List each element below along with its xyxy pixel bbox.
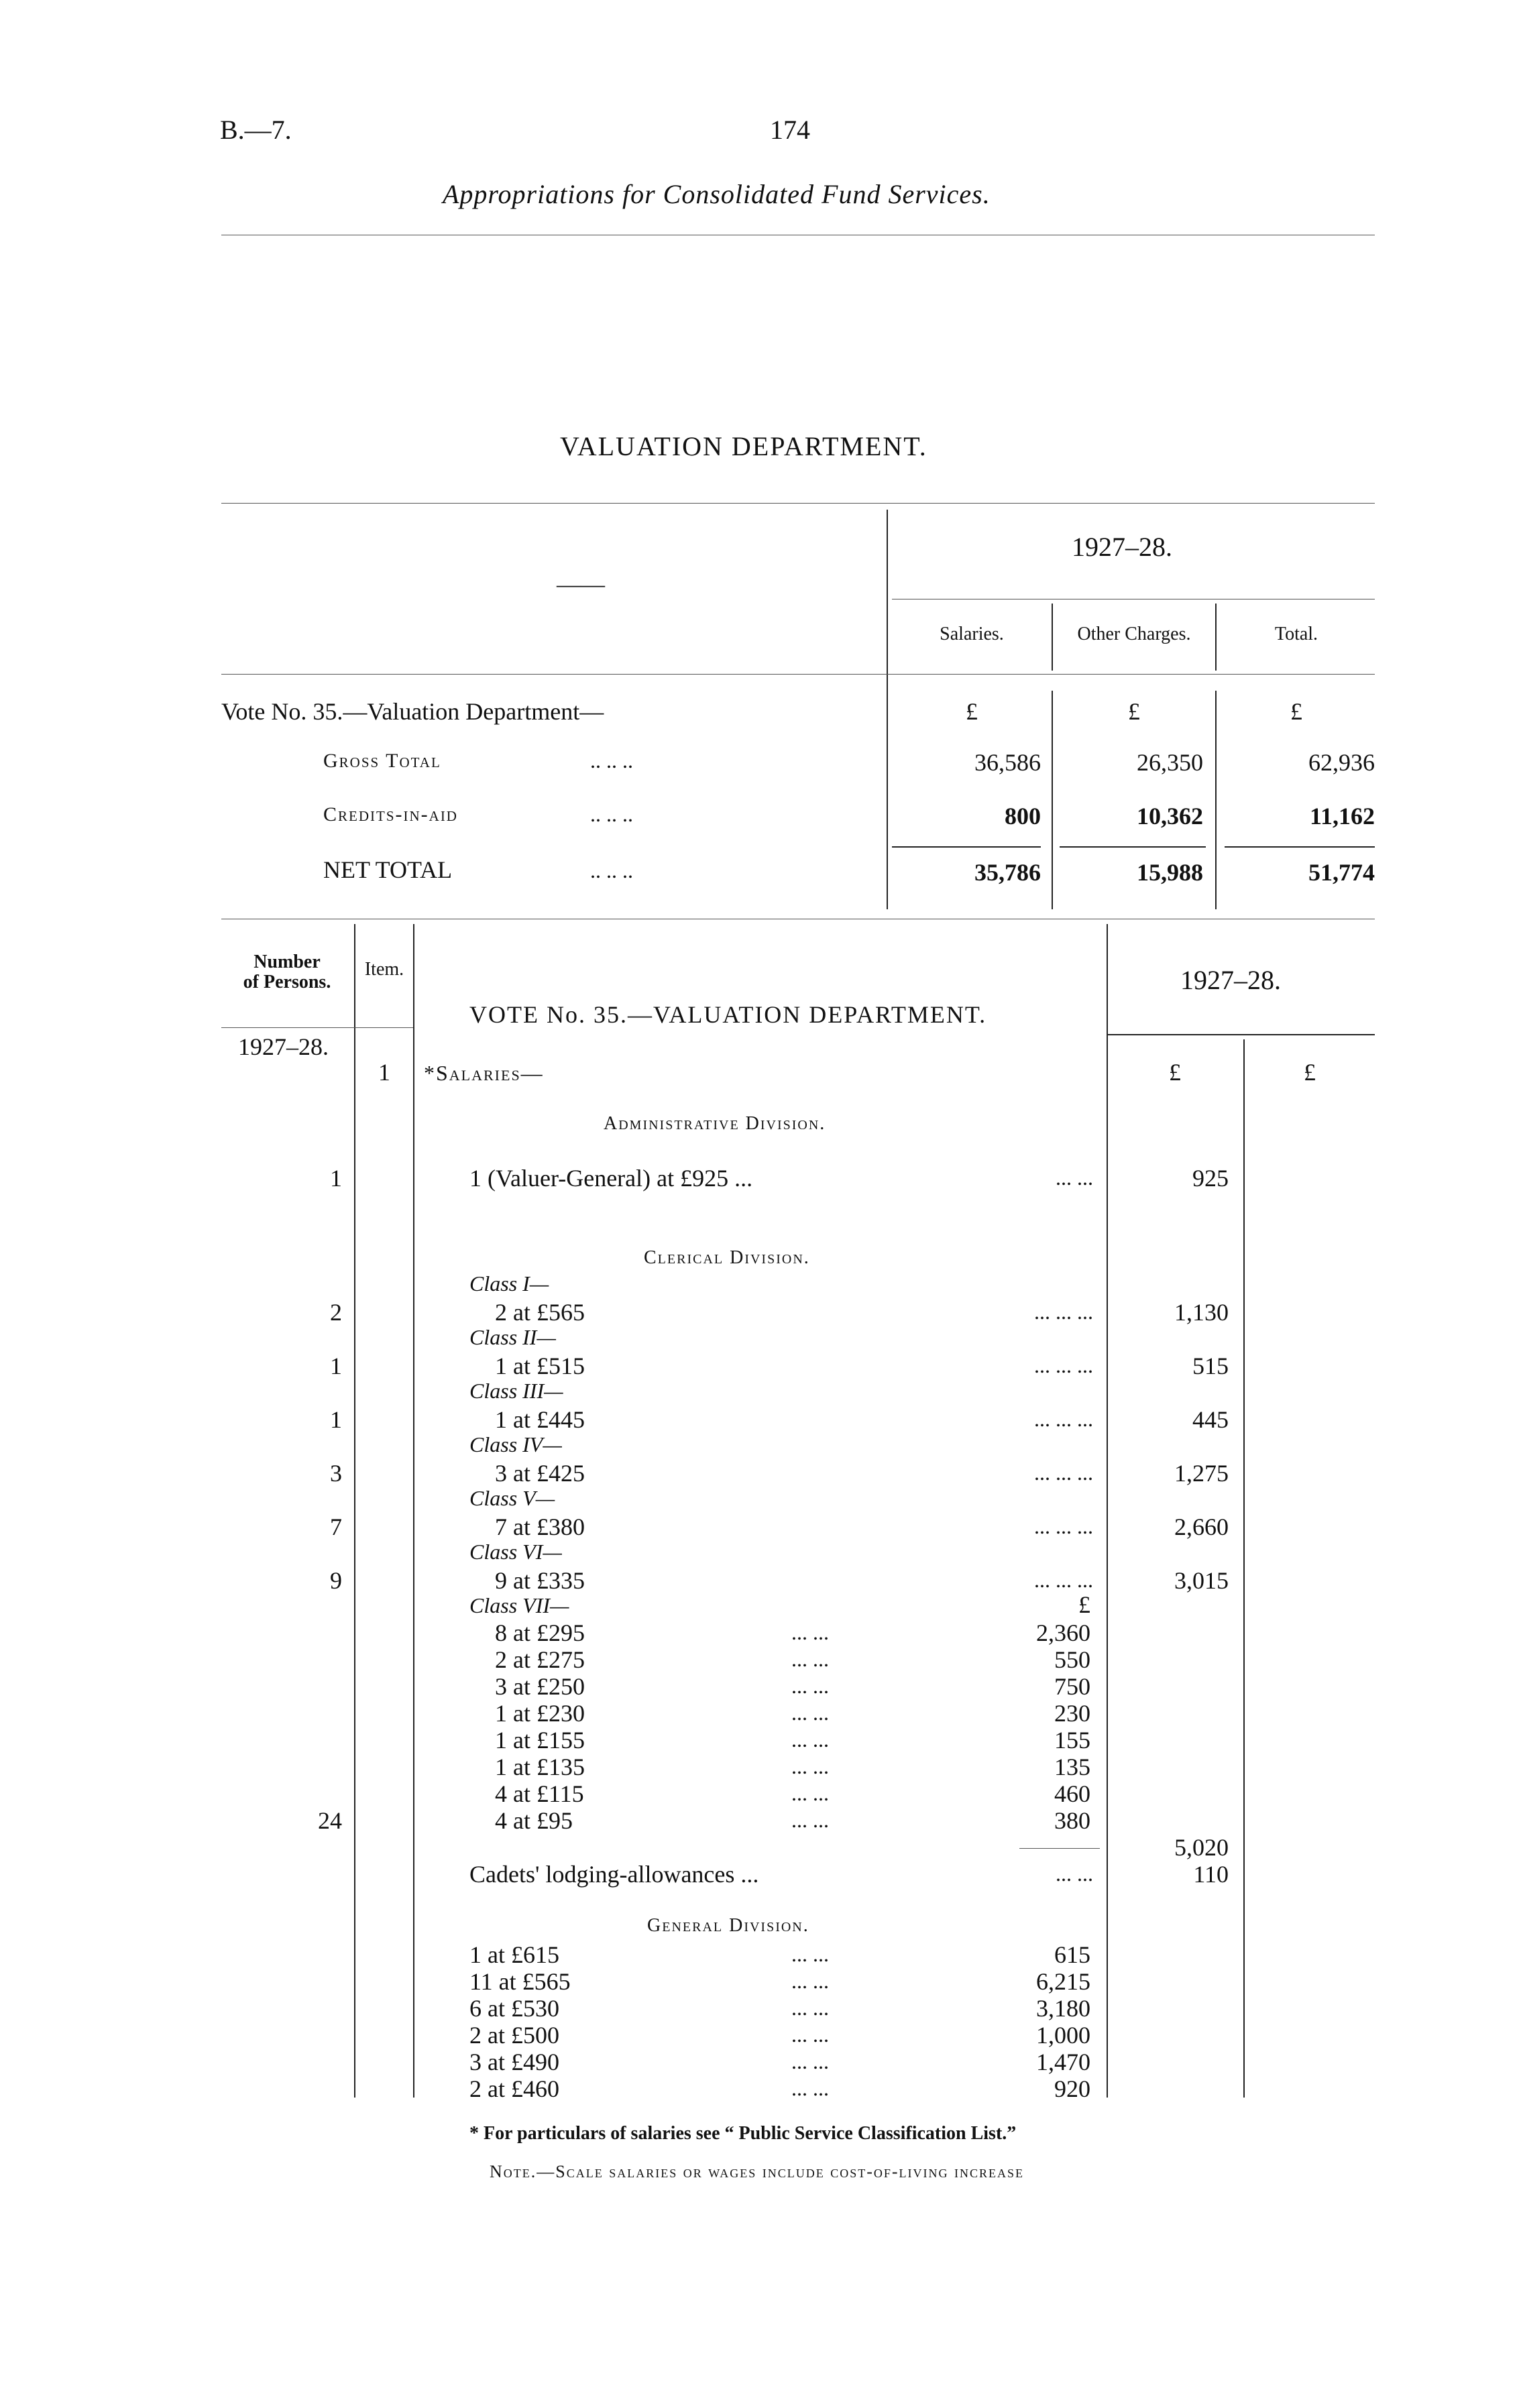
gross-salaries: 36,586 <box>974 749 1041 776</box>
class-label: Class II— <box>469 1325 556 1349</box>
class7-sub: 380 <box>1054 1807 1090 1834</box>
gross-other: 26,350 <box>1137 749 1203 776</box>
class7-persons: 24 <box>318 1807 342 1834</box>
leader-dots: .. .. .. <box>590 858 633 882</box>
class7-desc: 8 at £295 <box>495 1619 585 1646</box>
class-amount: 445 <box>1192 1406 1229 1433</box>
admin-dots: ... ... <box>1056 1165 1093 1190</box>
class7-total: 5,020 <box>1174 1834 1229 1861</box>
salaries-label: *Salaries— <box>424 1061 544 1085</box>
general-desc: 3 at £490 <box>469 2049 559 2075</box>
col-persons-line2: of Persons. <box>243 972 331 992</box>
class7-sub: 460 <box>1054 1780 1090 1807</box>
leader-dots: .. .. .. <box>590 802 633 826</box>
gross-total: 62,936 <box>1308 749 1375 776</box>
row-label-credits: Credits-in-aid <box>323 803 458 825</box>
class-persons: 1 <box>330 1406 342 1433</box>
general-sub: 1,000 <box>1036 2022 1090 2049</box>
pound-total: £ <box>1290 698 1302 725</box>
class7-sub: 230 <box>1054 1700 1090 1727</box>
leader-dots: ... ... ... <box>1034 1353 1093 1377</box>
persons-head-rule <box>221 1027 355 1028</box>
class-amount: 1,275 <box>1174 1460 1229 1487</box>
class-label: Class IV— <box>469 1432 562 1456</box>
leader-dots: ... ... <box>791 1727 829 1752</box>
leader-dots: ... ... <box>791 1754 829 1778</box>
leader-dots: ... ... ... <box>1034 1407 1093 1431</box>
class7-desc: 2 at £275 <box>495 1646 585 1673</box>
summary-top-rule <box>221 503 1375 504</box>
detail-year: 1927–28. <box>1180 965 1281 995</box>
persons-year: 1927–28. <box>238 1033 329 1060</box>
leader-dots: ... ... <box>791 2022 829 2047</box>
cadets-label: Cadets' lodging-allowances ... <box>469 1861 759 1888</box>
leader-dots: ... ... <box>791 1942 829 1966</box>
leader-dots: ... ... <box>791 1969 829 1993</box>
pound-other: £ <box>1128 698 1140 725</box>
pound-salaries: £ <box>966 698 978 725</box>
item-head-rule <box>355 1027 413 1028</box>
class7-desc: 3 at £250 <box>495 1673 585 1700</box>
general-sub: 6,215 <box>1036 1968 1090 1995</box>
footnote-note: Note.—Scale salaries or wages include cost-of-living increase <box>490 2162 1025 2181</box>
class-persons: 7 <box>330 1513 342 1540</box>
class-amount: 2,660 <box>1174 1513 1229 1540</box>
leader-dots: ... ... <box>791 1996 829 2020</box>
leader-dots: ... ... ... <box>1034 1514 1093 1538</box>
summary-year: 1927–28. <box>1072 532 1172 562</box>
class7-desc: 4 at £95 <box>495 1807 573 1834</box>
col-salaries: Salaries. <box>940 624 1004 644</box>
net-other: 15,988 <box>1137 859 1203 886</box>
general-desc: 11 at £565 <box>469 1968 571 1995</box>
class-amount: 1,130 <box>1174 1299 1229 1326</box>
leader-dots: ... ... ... <box>1034 1460 1093 1485</box>
clerical-heading: Clerical Division. <box>644 1247 810 1268</box>
class-desc: 3 at £425 <box>495 1460 585 1487</box>
class7-pound: £ <box>1078 1591 1090 1618</box>
footnote-star: * For particulars of salaries see “ Public Service Classification List.” <box>469 2123 1017 2144</box>
class7-sub: 155 <box>1054 1727 1090 1754</box>
leader-dots: ... ... <box>791 1808 829 1832</box>
general-sub: 1,470 <box>1036 2049 1090 2075</box>
admin-persons: 1 <box>330 1165 342 1192</box>
row-label-gross: Gross Total <box>323 750 441 772</box>
class-desc: 2 at £565 <box>495 1299 585 1326</box>
class-desc: 7 at £380 <box>495 1513 585 1540</box>
class-desc: 9 at £335 <box>495 1567 585 1594</box>
class7-label: Class VII— <box>469 1593 569 1617</box>
document-ref: B.—7. <box>220 115 292 145</box>
credits-other: 10,362 <box>1137 803 1203 829</box>
class7-desc: 1 at £155 <box>495 1727 585 1754</box>
class7-sub: 135 <box>1054 1754 1090 1780</box>
summary-col-divider-4 <box>1215 691 1217 909</box>
summary-col-divider-1 <box>1052 604 1053 671</box>
vote-title: VOTE No. 35.—VALUATION DEPARTMENT. <box>469 1001 987 1028</box>
class7-desc: 4 at £115 <box>495 1780 584 1807</box>
class-persons: 9 <box>330 1567 342 1594</box>
detail-divider-persons <box>354 924 355 2098</box>
leader-dots: ... ... <box>791 1674 829 1698</box>
general-desc: 6 at £530 <box>469 1995 559 2022</box>
leader-dots: ... ... ... <box>1034 1568 1093 1592</box>
col-number-of-persons <box>221 952 353 992</box>
leader-dots: .. .. .. <box>590 748 633 772</box>
class-label: Class I— <box>469 1271 549 1296</box>
year-head-rule <box>1108 1034 1375 1035</box>
pound-col1: £ <box>1169 1059 1181 1086</box>
running-title: Appropriations for Consolidated Fund Services. <box>443 179 991 209</box>
summary-dash: —— <box>557 571 605 597</box>
class-persons: 1 <box>330 1353 342 1379</box>
leader-dots: ... ... <box>791 2049 829 2073</box>
class-label: Class V— <box>469 1486 555 1510</box>
general-sub: 3,180 <box>1036 1995 1090 2022</box>
leader-dots: ... ... ... <box>1034 1300 1093 1324</box>
vote-label: Vote No. 35.—Valuation Department— <box>221 698 604 725</box>
general-heading: General Division. <box>647 1915 809 1936</box>
credits-salaries: 800 <box>1005 803 1041 829</box>
class-persons: 2 <box>330 1299 342 1326</box>
class-amount: 3,015 <box>1174 1567 1229 1594</box>
admin-amount: 925 <box>1192 1165 1229 1192</box>
department-title: VALUATION DEPARTMENT. <box>560 431 927 461</box>
page-number: 174 <box>770 115 810 145</box>
admin-heading: Administrative Division. <box>604 1113 826 1134</box>
summary-col-divider-3 <box>1052 691 1053 909</box>
net-rule-other <box>1060 846 1206 848</box>
admin-desc: 1 (Valuer-General) at £925 ... <box>469 1165 753 1192</box>
cadets-amount: 110 <box>1193 1861 1229 1888</box>
general-sub: 920 <box>1054 2075 1090 2102</box>
summary-col-divider-2 <box>1215 604 1217 671</box>
class7-sub: 750 <box>1054 1673 1090 1700</box>
leader-dots: ... ... <box>791 1620 829 1644</box>
net-rule-salaries <box>892 846 1041 848</box>
leader-dots: ... ... <box>791 1701 829 1725</box>
class7-desc: 1 at £135 <box>495 1754 585 1780</box>
item-number: 1 <box>378 1059 390 1086</box>
col-total: Total. <box>1274 624 1318 644</box>
leader-dots: ... ... <box>791 1781 829 1805</box>
detail-divider-total <box>1243 1039 1245 2098</box>
class-label: Class VI— <box>469 1540 562 1564</box>
summary-head-rule <box>221 674 1375 675</box>
leader-dots: ... ... <box>791 2076 829 2100</box>
col-other-charges: Other Charges. <box>1077 624 1191 644</box>
detail-divider-item <box>413 924 414 2098</box>
col-persons-line1: Number <box>253 952 321 972</box>
leader-dots: ... ... <box>791 1647 829 1671</box>
summary-divider <box>887 510 888 909</box>
class7-sum-rule <box>1019 1848 1100 1849</box>
class-desc: 1 at £445 <box>495 1406 585 1433</box>
cadets-dots: ... ... <box>1056 1861 1093 1886</box>
row-label-net: NET TOTAL <box>323 856 453 883</box>
class7-sub: 550 <box>1054 1646 1090 1673</box>
class7-sub: 2,360 <box>1036 1619 1090 1646</box>
credits-total: 11,162 <box>1309 803 1375 829</box>
net-rule-total <box>1225 846 1375 848</box>
general-desc: 2 at £460 <box>469 2075 559 2102</box>
general-sub: 615 <box>1054 1941 1090 1968</box>
general-desc: 1 at £615 <box>469 1941 559 1968</box>
general-desc: 2 at £500 <box>469 2022 559 2049</box>
class-desc: 1 at £515 <box>495 1353 585 1379</box>
pound-col2: £ <box>1304 1059 1316 1086</box>
class7-desc: 1 at £230 <box>495 1700 585 1727</box>
class-persons: 3 <box>330 1460 342 1487</box>
class-amount: 515 <box>1192 1353 1229 1379</box>
net-total: 51,774 <box>1308 859 1375 886</box>
class-label: Class III— <box>469 1379 563 1403</box>
net-salaries: 35,786 <box>974 859 1041 886</box>
detail-divider-amount <box>1107 924 1108 2098</box>
col-item: Item. <box>364 959 404 980</box>
